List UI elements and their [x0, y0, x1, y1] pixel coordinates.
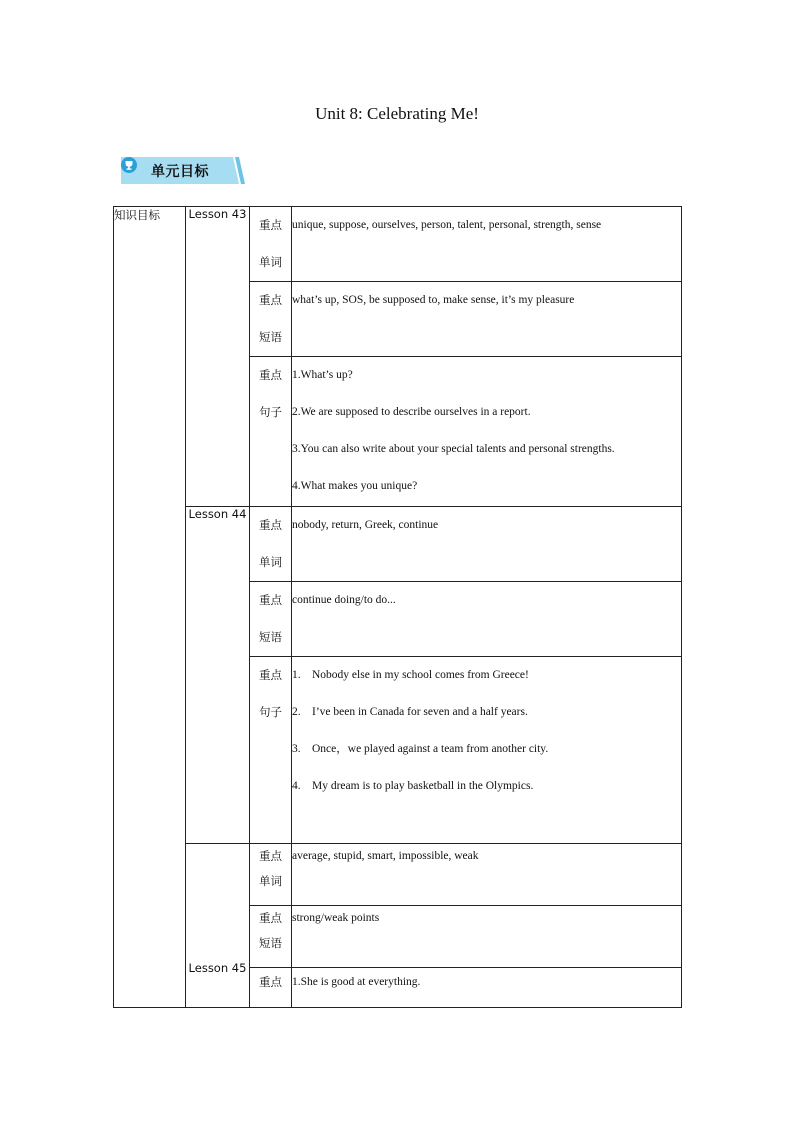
lesson-45-name: Lesson 45 [186, 844, 250, 1008]
label-line-2: 单词 [259, 874, 282, 888]
row-content [292, 582, 682, 657]
section-badge [121, 157, 245, 184]
row-label [250, 282, 292, 357]
content-line: 1.What’s up? [292, 369, 353, 381]
content-line: continue doing/to do... [292, 594, 396, 606]
row-content [292, 357, 682, 507]
item-number: 2. [292, 706, 301, 718]
content-line: 1.She is good at everything. [292, 976, 421, 988]
label-line-1: 重点 [259, 518, 282, 532]
label-line-1: 重点 [259, 218, 282, 232]
label-line-2: 单词 [259, 255, 282, 269]
page-title: Unit 8: Celebrating Me! [315, 104, 479, 123]
row-content [292, 207, 682, 282]
row-content [292, 507, 682, 582]
item-text: Nobody else in my school comes from Greece! [312, 669, 529, 681]
lesson-44-name: Lesson 44 [186, 507, 250, 844]
content-line [292, 731, 681, 768]
category-cell: 知识目标 [114, 207, 186, 1008]
content-line: average, stupid, smart, impossible, weak [292, 850, 479, 862]
section-badge-label: 单元目标 [151, 164, 209, 180]
table-row [114, 507, 682, 582]
item-text: Once，we played against a team from another city. [312, 743, 549, 755]
lesson-43-name: Lesson 43 [186, 207, 250, 507]
content-line [292, 694, 681, 731]
label-line-2: 句子 [259, 405, 282, 419]
label-line-1: 重点 [259, 668, 282, 682]
label-line-1: 重点 [259, 368, 282, 382]
row-content [292, 968, 682, 1008]
content-line: 4.What makes you unique? [292, 480, 418, 492]
objectives-table [113, 206, 682, 1008]
item-number: 1. [292, 669, 301, 681]
row-label [250, 844, 292, 906]
content-line: strong/weak points [292, 912, 380, 924]
table-row [114, 844, 682, 906]
row-content [292, 657, 682, 844]
row-label [250, 582, 292, 657]
content-line [292, 768, 681, 805]
item-number: 3. [292, 743, 301, 755]
row-content [292, 282, 682, 357]
content-line: nobody, return, Greek, continue [292, 519, 439, 531]
label-line-1: 重点 [259, 293, 282, 307]
row-label [250, 357, 292, 507]
label-line-1: 重点 [259, 849, 282, 863]
label-line-2: 句子 [259, 705, 282, 719]
row-content [292, 844, 682, 906]
row-label [250, 657, 292, 844]
label-line-2: 短语 [259, 630, 282, 644]
row-label [250, 968, 292, 1008]
content-line [292, 657, 681, 694]
row-label [250, 906, 292, 968]
label-line-2: 单词 [259, 555, 282, 569]
row-label [250, 507, 292, 582]
trophy-icon [121, 157, 137, 173]
row-content [292, 906, 682, 968]
item-number: 4. [292, 780, 301, 792]
label-line-2: 短语 [259, 330, 282, 344]
label-line-1: 重点 [259, 975, 282, 989]
label-line-1: 重点 [259, 593, 282, 607]
row-label [250, 207, 292, 282]
label-line-1: 重点 [259, 911, 282, 925]
item-text: I’ve been in Canada for seven and a half years. [312, 706, 528, 718]
content-line: what’s up, SOS, be supposed to, make sense, it’s my pleasure [292, 294, 575, 306]
label-line-2: 短语 [259, 936, 282, 950]
item-text: My dream is to play basketball in the Olympics. [312, 780, 534, 792]
content-line: 3.You can also write about your special talents and personal strengths. [292, 443, 615, 455]
content-line: unique, suppose, ourselves, person, talent, personal, strength, sense [292, 219, 602, 231]
content-line: 2.We are supposed to describe ourselves in a report. [292, 406, 531, 418]
table-row [114, 207, 682, 282]
